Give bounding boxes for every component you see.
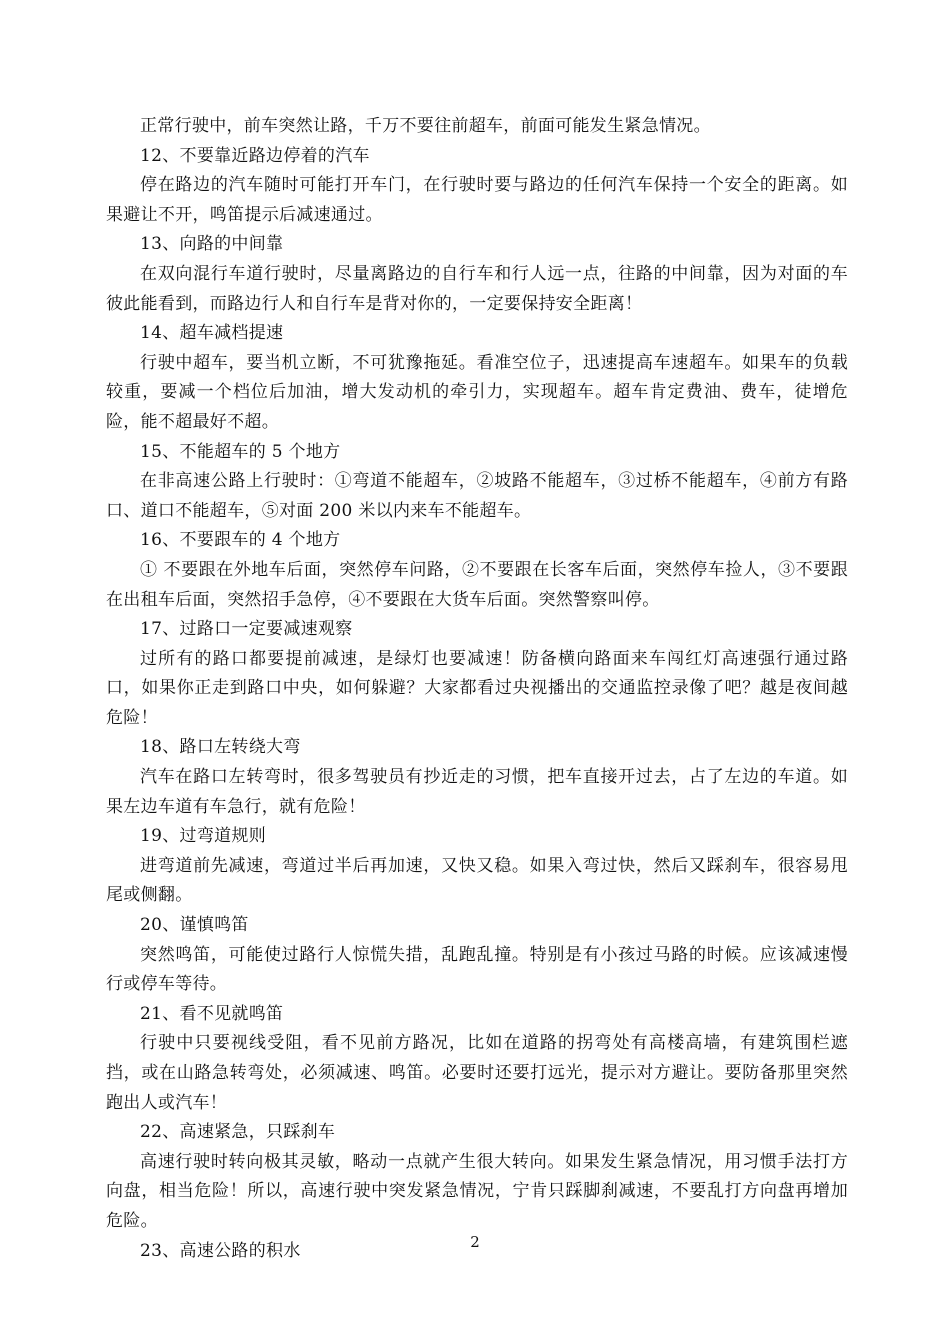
section-heading: 14、超车减档提速 — [140, 323, 284, 344]
section-heading: 17、过路口一定要减速观察 — [140, 619, 353, 640]
section-heading: 20、谨慎鸣笛 — [140, 915, 249, 936]
section-heading: 13、向路的中间靠 — [140, 234, 284, 255]
document-body — [106, 112, 848, 1266]
body-paragraph: 进弯道前先减速，弯道过半后再加速，又快又稳。如果入弯过快，然后又踩刹车，很容易甩尾或侧翻。 — [106, 855, 848, 906]
body-paragraph: 在非高速公路上行驶时：①弯道不能超车，②坡路不能超车，③过桥不能超车，④前方有路口、道口不能超车，⑤对面 200 米以内来车不能超车。 — [106, 471, 848, 521]
body-paragraph: 过所有的路口都要提前减速，是绿灯也要减速！防备横向路面来车闯红灯高速强行通过路口，如果你正走到路口中央，如何躲避？大家都看过央视播出的交通监控录像了吧？越是夜间越危险！ — [106, 648, 848, 728]
section-heading: 16、不要跟车的 4 个地方 — [140, 530, 341, 551]
body-paragraph: 行驶中超车，要当机立断，不可犹豫拖延。看准空位子，迅速提高车速超车。如果车的负载较重，要减一个档位后加油，增大发动机的牵引力，实现超车。超车肯定费油、费车，徒增危险，能不超最好不超。 — [106, 352, 848, 432]
section-heading: 12、不要靠近路边停着的汽车 — [140, 145, 370, 166]
page-number: 2 — [470, 1233, 480, 1251]
section-heading: 22、高速紧急，只踩刹车 — [140, 1122, 336, 1143]
body-paragraph: 正常行驶中，前车突然让路，千万不要往前超车，前面可能发生紧急情况。 — [140, 116, 711, 136]
body-paragraph: 停在路边的汽车随时可能打开车门，在行驶时要与路边的任何汽车保持一个安全的距离。如果避让不开，鸣笛提示后减速通过。 — [106, 175, 848, 225]
body-paragraph: ① 不要跟在外地车后面，突然停车问路，②不要跟在长客车后面，突然停车捡人，③不要跟在出租车后面，突然招手急停，④不要跟在大货车后面。突然警察叫停。 — [106, 559, 848, 610]
section-heading: 15、不能超车的 5 个地方 — [140, 441, 341, 462]
body-paragraph: 突然鸣笛，可能使过路行人惊慌失措，乱跑乱撞。特别是有小孩过马路的时候。应该减速慢行或停车等待。 — [106, 944, 848, 995]
body-paragraph: 高速行驶时转向极其灵敏，略动一点就产生很大转向。如果发生紧急情况，用习惯手法打方向盘，相当危险！所以，高速行驶中突发紧急情况，宁肯只踩脚刹减速，不要乱打方向盘再增加危险。 — [106, 1151, 848, 1231]
section-heading: 19、过弯道规则 — [140, 826, 267, 847]
section-heading: 18、路口左转绕大弯 — [140, 737, 301, 758]
body-paragraph: 在双向混行车道行驶时，尽量离路边的自行车和行人远一点，往路的中间靠，因为对面的车彼此能看到，而路边行人和自行车是背对你的，一定要保持安全距离！ — [106, 263, 848, 314]
section-heading: 23、高速公路的积水 — [140, 1240, 301, 1261]
body-paragraph: 汽车在路口左转弯时，很多驾驶员有抄近走的习惯，把车直接开过去，占了左边的车道。如果左边车道有车急行，就有危险！ — [106, 767, 848, 817]
section-heading: 21、看不见就鸣笛 — [140, 1003, 284, 1024]
body-paragraph: 行驶中只要视线受阻，看不见前方路况，比如在道路的拐弯处有高楼高墙，有建筑围栏遮挡，或在山路急转弯处，必须减速、鸣笛。必要时还要打远光，提示对方避让。要防备那里突然跑出人或汽车！ — [106, 1033, 848, 1113]
